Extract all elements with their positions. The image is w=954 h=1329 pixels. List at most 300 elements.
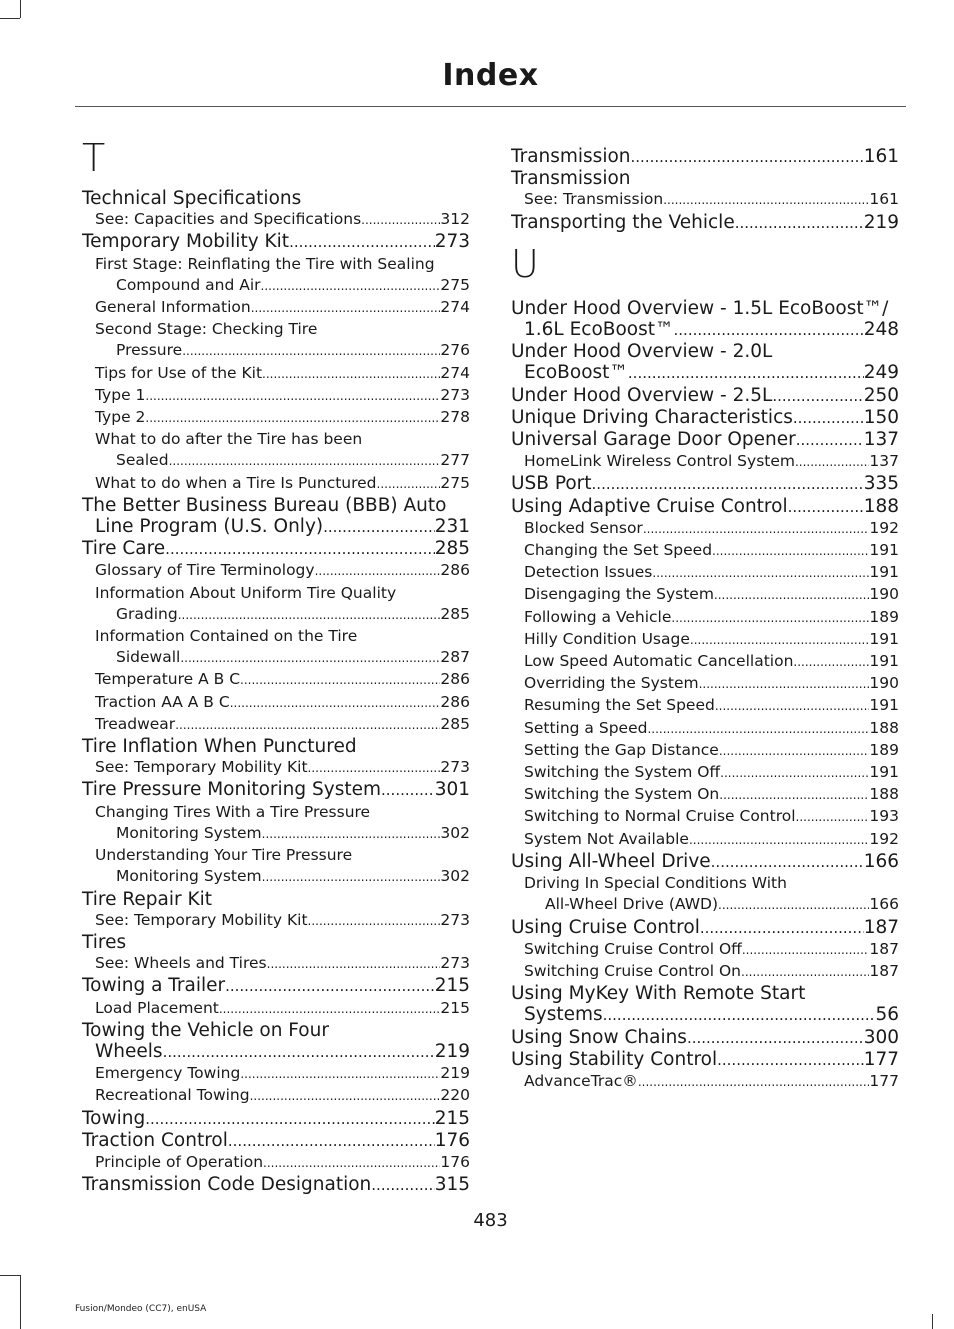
index-entry xyxy=(511,429,899,451)
entry-page-number: 187 xyxy=(863,916,899,938)
entry-text: First Stage: Reinflating the Tire with Sealing xyxy=(95,254,435,273)
entry-page-number: 300 xyxy=(863,1026,899,1048)
entry-page-number: 285 xyxy=(440,714,470,733)
entry-text: Type 2 xyxy=(95,408,146,427)
index-subentry xyxy=(511,873,899,894)
index-entry xyxy=(82,1130,470,1152)
entry-page-number: 161 xyxy=(863,146,899,167)
entry-text: Pressure xyxy=(116,341,183,360)
entry-text: Using Cruise Control xyxy=(511,916,700,938)
entry-text: Temporary Mobility Kit xyxy=(82,231,290,253)
entry-text: Tires xyxy=(82,931,127,953)
entry-text: EcoBoost™ xyxy=(524,362,628,384)
crop-mark xyxy=(0,1275,20,1276)
entry-page-number: 286 xyxy=(440,692,470,711)
dot-leader xyxy=(165,538,435,560)
entry-text: Treadwear xyxy=(95,714,176,733)
dot-leader xyxy=(652,562,869,584)
index-column-right xyxy=(511,146,899,1093)
dot-leader xyxy=(145,385,440,407)
index-entry xyxy=(511,341,899,362)
entry-text: Driving In Special Conditions With xyxy=(524,874,787,893)
dot-leader xyxy=(796,806,870,828)
dot-leader xyxy=(267,953,441,975)
entry-page-number: 191 xyxy=(869,563,899,582)
entry-page-number: 249 xyxy=(863,362,899,384)
index-subentry xyxy=(511,629,899,651)
dot-leader xyxy=(772,385,863,407)
dot-leader xyxy=(663,189,869,211)
index-subentry xyxy=(82,340,470,362)
dot-leader xyxy=(323,516,435,538)
entry-text: Using Stability Control xyxy=(511,1048,718,1070)
dot-leader xyxy=(262,866,441,888)
entry-page-number: 287 xyxy=(440,648,470,667)
entry-page-number: 273 xyxy=(434,231,470,253)
dot-leader xyxy=(145,407,440,429)
entry-text: Using MyKey With Remote Start xyxy=(511,983,806,1005)
entry-text: System Not Available xyxy=(524,829,689,848)
entry-page-number: 286 xyxy=(440,670,470,689)
index-entry xyxy=(511,983,899,1004)
dot-leader xyxy=(145,1108,434,1130)
section-letter: T xyxy=(82,136,106,180)
crop-mark xyxy=(0,18,20,19)
dot-leader xyxy=(711,851,864,873)
entry-text: Understanding Your Tire Pressure xyxy=(95,846,353,865)
entry-page-number: 274 xyxy=(440,363,470,382)
index-entry xyxy=(511,212,899,234)
index-entry xyxy=(82,538,470,560)
dot-leader xyxy=(230,692,441,714)
index-entry xyxy=(82,975,470,997)
entry-page-number: 191 xyxy=(869,629,899,648)
index-entry xyxy=(82,516,470,538)
entry-page-number: 286 xyxy=(440,561,470,580)
entry-page-number: 150 xyxy=(863,406,899,428)
index-subentry xyxy=(511,518,899,540)
index-subentry xyxy=(82,823,470,845)
index-entry xyxy=(511,168,899,189)
index-subentry xyxy=(82,669,470,691)
entry-text: Compound and Air xyxy=(116,275,261,294)
dot-leader xyxy=(169,450,441,472)
entry-page-number: 231 xyxy=(434,516,470,538)
entry-page-number: 273 xyxy=(440,385,470,404)
entry-text: Resuming the Set Speed xyxy=(524,696,715,715)
dot-leader xyxy=(225,975,435,997)
entry-text: Tire Inflation When Punctured xyxy=(82,736,357,758)
index-subentry xyxy=(511,1071,899,1093)
entry-text: See: Temporary Mobility Kit xyxy=(95,758,308,777)
entry-text: General Information xyxy=(95,298,251,317)
index-entry xyxy=(511,1027,899,1049)
index-subentry xyxy=(82,1085,470,1107)
dot-leader xyxy=(219,998,441,1020)
crop-mark xyxy=(20,1275,21,1329)
entry-text: USB Port xyxy=(511,473,592,495)
entry-page-number: 275 xyxy=(440,275,470,294)
index-subentry xyxy=(82,953,470,975)
entry-page-number: 285 xyxy=(434,538,470,560)
index-entry xyxy=(511,146,899,168)
index-entry xyxy=(511,362,899,384)
entry-page-number: 191 xyxy=(869,652,899,671)
dot-leader xyxy=(381,779,435,801)
entry-page-number: 177 xyxy=(863,1048,899,1070)
entry-page-number: 187 xyxy=(869,939,899,958)
dot-leader xyxy=(263,1152,440,1174)
entry-text: See: Transmission xyxy=(524,190,664,209)
entry-text: Setting the Gap Distance xyxy=(524,740,719,759)
entry-text: Unique Driving Characteristics xyxy=(511,406,793,428)
index-subentry xyxy=(82,692,470,714)
index-subentry xyxy=(511,562,899,584)
entry-page-number: 219 xyxy=(434,1040,470,1062)
entry-text: Emergency Towing xyxy=(95,1064,241,1083)
index-entry xyxy=(82,1108,470,1130)
dot-leader xyxy=(638,1071,870,1093)
entry-text: Information About Uniform Tire Quality xyxy=(95,583,397,602)
entry-text: Switching Cruise Control On xyxy=(524,961,741,980)
entry-page-number: 161 xyxy=(869,190,899,209)
entry-text: Sidewall xyxy=(116,648,181,667)
entry-text: Towing the Vehicle on Four xyxy=(82,1019,329,1041)
dot-leader xyxy=(262,363,440,385)
entry-page-number: 219 xyxy=(863,211,899,233)
entry-page-number: 193 xyxy=(869,807,899,826)
index-entry xyxy=(511,496,899,518)
entry-page-number: 137 xyxy=(869,452,899,471)
entry-text: Tire Repair Kit xyxy=(82,888,212,910)
entry-text: Switching Cruise Control Off xyxy=(524,939,742,958)
entry-text: AdvanceTrac® xyxy=(524,1071,638,1090)
entry-page-number: 176 xyxy=(434,1129,470,1151)
page-title: Index xyxy=(442,58,539,93)
dot-leader xyxy=(741,961,869,983)
index-subentry xyxy=(511,762,899,784)
index-subentry xyxy=(82,604,470,626)
entry-page-number: 335 xyxy=(863,473,899,495)
index-subentry xyxy=(511,894,899,916)
index-subentry xyxy=(82,319,470,340)
dot-leader xyxy=(793,407,864,429)
index-subentry xyxy=(82,560,470,582)
index-entry xyxy=(511,319,899,341)
dot-leader xyxy=(592,473,864,495)
index-subentry xyxy=(82,647,470,669)
index-subentry xyxy=(82,866,470,888)
index-subentry xyxy=(511,651,899,673)
entry-text: Transmission Code Designation xyxy=(82,1174,372,1196)
entry-page-number: 312 xyxy=(440,210,470,229)
index-entry xyxy=(82,188,470,209)
entry-text: Type 1 xyxy=(95,385,146,404)
entry-text: Systems xyxy=(524,1004,603,1026)
dot-leader xyxy=(700,917,864,939)
dot-leader xyxy=(315,560,441,582)
dot-leader xyxy=(262,823,441,845)
entry-page-number: 277 xyxy=(440,451,470,470)
dot-leader xyxy=(647,718,869,740)
section-letter: U xyxy=(511,241,539,286)
entry-text: Under Hood Overview - 1.5L EcoBoost™/ xyxy=(511,297,889,319)
entry-text: Universal Garage Door Opener xyxy=(511,429,796,451)
dot-leader xyxy=(715,695,870,717)
entry-text: See: Capacities and Specifications xyxy=(95,210,362,229)
dot-leader xyxy=(795,451,869,473)
entry-page-number: 215 xyxy=(440,998,470,1017)
dot-leader xyxy=(228,1130,435,1152)
entry-text: Switching the System On xyxy=(524,785,720,804)
index-subentry xyxy=(82,1152,470,1174)
index-subentry xyxy=(511,740,899,762)
entry-page-number: 191 xyxy=(869,696,899,715)
dot-leader xyxy=(689,829,869,851)
index-column-left xyxy=(82,128,470,1196)
dot-leader xyxy=(628,362,864,384)
index-subentry xyxy=(82,714,470,736)
index-subentry xyxy=(82,910,470,932)
index-entry-list xyxy=(511,298,899,1093)
entry-text: Detection Issues xyxy=(524,563,653,582)
index-subentry xyxy=(82,275,470,297)
dot-leader xyxy=(308,757,441,779)
entry-text: Recreational Towing xyxy=(95,1086,250,1105)
footer-doc-id: Fusion/Mondeo (CC7), enUSA xyxy=(75,1304,207,1314)
entry-page-number: 220 xyxy=(440,1086,470,1105)
dot-leader xyxy=(631,146,864,168)
entry-text: All-Wheel Drive (AWD) xyxy=(545,895,718,914)
entry-text: Under Hood Overview - 2.5L xyxy=(511,384,773,406)
index-entry xyxy=(82,889,470,910)
entry-text: Tips for Use of the Kit xyxy=(95,363,263,382)
entry-page-number: 275 xyxy=(440,473,470,492)
index-entry xyxy=(511,473,899,495)
entry-text: Information Contained on the Tire xyxy=(95,627,358,646)
entry-text: Following a Vehicle xyxy=(524,607,672,626)
entry-page-number: 188 xyxy=(869,718,899,737)
index-subentry xyxy=(82,254,470,275)
entry-text: Setting a Speed xyxy=(524,718,648,737)
entry-page-number: 189 xyxy=(869,607,899,626)
entry-page-number: 274 xyxy=(440,298,470,317)
dot-leader xyxy=(261,275,441,297)
entry-text: Transmission xyxy=(511,168,631,190)
index-subentry xyxy=(82,626,470,647)
entry-text: Using Adaptive Cruise Control xyxy=(511,495,788,517)
entry-text: Traction AA A B C xyxy=(95,692,230,711)
entry-page-number: 192 xyxy=(869,829,899,848)
entry-page-number: 56 xyxy=(875,1004,899,1026)
index-subentry xyxy=(82,297,470,319)
dot-leader xyxy=(361,209,440,231)
entry-text: Transporting the Vehicle xyxy=(511,211,735,233)
index-entry xyxy=(82,1041,470,1063)
entry-page-number: 190 xyxy=(869,585,899,604)
entry-page-number: 278 xyxy=(440,408,470,427)
index-subentry xyxy=(511,540,899,562)
entry-text: Changing Tires With a Tire Pressure xyxy=(95,802,371,821)
entry-page-number: 315 xyxy=(434,1174,470,1196)
dot-leader xyxy=(163,1041,435,1063)
dot-leader xyxy=(671,607,869,629)
index-subentry xyxy=(511,451,899,473)
entry-text: Line Program (U.S. Only) xyxy=(95,516,324,538)
entry-text: Wheels xyxy=(95,1040,163,1062)
entry-page-number: 215 xyxy=(434,975,470,997)
entry-page-number: 273 xyxy=(440,758,470,777)
dot-leader xyxy=(251,297,441,319)
entry-text: What to do after the Tire has been xyxy=(95,430,363,449)
index-subentry xyxy=(82,450,470,472)
dot-leader xyxy=(289,231,435,253)
entry-text: Switching to Normal Cruise Control xyxy=(524,807,796,826)
dot-leader xyxy=(793,651,869,673)
dot-leader xyxy=(308,910,441,932)
dot-leader xyxy=(674,319,864,341)
entry-text: The Better Business Bureau (BBB) Auto xyxy=(82,494,447,516)
entry-text: See: Temporary Mobility Kit xyxy=(95,910,308,929)
dot-leader xyxy=(180,647,440,669)
index-entry-list xyxy=(511,146,899,234)
index-subentry xyxy=(82,363,470,385)
entry-page-number: 302 xyxy=(440,823,470,842)
entry-text: Traction Control xyxy=(82,1129,228,1151)
entry-text: Transmission xyxy=(511,146,631,167)
entry-page-number: 276 xyxy=(440,341,470,360)
index-entry xyxy=(82,1020,470,1041)
index-subentry xyxy=(82,998,470,1020)
dot-leader xyxy=(687,1027,864,1049)
dot-leader xyxy=(742,939,870,961)
page-number: 483 xyxy=(473,1210,508,1231)
index-entry xyxy=(82,495,470,516)
dot-leader xyxy=(718,894,869,916)
dot-leader xyxy=(240,1063,440,1085)
dot-leader xyxy=(719,740,870,762)
entry-text: Principle of Operation xyxy=(95,1152,264,1171)
entry-text: Disengaging the System xyxy=(524,585,714,604)
crop-mark xyxy=(932,1314,933,1329)
index-subentry xyxy=(511,961,899,983)
index-entry xyxy=(82,779,470,801)
entry-page-number: 219 xyxy=(440,1064,470,1083)
entry-page-number: 188 xyxy=(863,495,899,517)
entry-page-number: 302 xyxy=(440,867,470,886)
entry-text: Load Placement xyxy=(95,998,219,1017)
dot-leader xyxy=(178,604,441,626)
index-entry xyxy=(82,932,470,953)
index-entry xyxy=(82,736,470,757)
index-entry xyxy=(511,1049,899,1071)
dot-leader xyxy=(719,784,869,806)
entry-text: Towing xyxy=(82,1107,146,1129)
crop-mark xyxy=(20,0,21,18)
index-entry xyxy=(82,1174,470,1196)
entry-page-number: 191 xyxy=(869,763,899,782)
entry-page-number: 285 xyxy=(440,604,470,623)
index-entry xyxy=(511,851,899,873)
entry-page-number: 192 xyxy=(869,518,899,537)
entry-page-number: 273 xyxy=(440,910,470,929)
index-subentry xyxy=(511,584,899,606)
entry-text: Switching the System Off xyxy=(524,763,721,782)
entry-text: Towing a Trailer xyxy=(82,975,226,997)
entry-text: Glossary of Tire Terminology xyxy=(95,561,315,580)
dot-leader xyxy=(603,1004,876,1026)
entry-page-number: 176 xyxy=(440,1152,470,1171)
dot-leader xyxy=(643,518,870,540)
entry-page-number: 250 xyxy=(863,384,899,406)
header-rule xyxy=(75,106,906,107)
index-subentry xyxy=(511,189,899,211)
index-entry xyxy=(511,917,899,939)
index-subentry xyxy=(511,695,899,717)
dot-leader xyxy=(182,340,440,362)
entry-page-number: 273 xyxy=(440,954,470,973)
index-subentry xyxy=(82,583,470,604)
entry-page-number: 190 xyxy=(869,674,899,693)
entry-text: Changing the Set Speed xyxy=(524,541,713,560)
index-subentry xyxy=(82,473,470,495)
index-subentry xyxy=(511,806,899,828)
index-subentry xyxy=(511,607,899,629)
entry-text: What to do when a Tire Is Punctured xyxy=(95,473,377,492)
index-subentry xyxy=(82,757,470,779)
dot-leader xyxy=(250,1085,441,1107)
entry-text: Hilly Condition Usage xyxy=(524,629,690,648)
dot-leader xyxy=(717,1049,864,1071)
dot-leader xyxy=(720,762,869,784)
dot-leader xyxy=(377,473,441,495)
dot-leader xyxy=(735,212,864,234)
entry-text: Tire Pressure Monitoring System xyxy=(82,779,382,801)
index-subentry xyxy=(82,1063,470,1085)
index-subentry xyxy=(511,829,899,851)
entry-page-number: 301 xyxy=(434,779,470,801)
entry-page-number: 188 xyxy=(869,785,899,804)
dot-leader xyxy=(371,1174,434,1196)
entry-text: Second Stage: Checking Tire xyxy=(95,320,318,339)
dot-leader xyxy=(714,584,869,606)
dot-leader xyxy=(796,429,864,451)
entry-page-number: 187 xyxy=(869,961,899,980)
index-entry xyxy=(511,385,899,407)
entry-page-number: 215 xyxy=(434,1107,470,1129)
entry-text: Sealed xyxy=(116,451,169,470)
entry-page-number: 166 xyxy=(863,850,899,872)
entry-text: Under Hood Overview - 2.0L xyxy=(511,341,773,363)
index-entry xyxy=(511,407,899,429)
entry-text: Using All-Wheel Drive xyxy=(511,850,711,872)
entry-text: Temperature A B C xyxy=(95,670,241,689)
entry-text: Monitoring System xyxy=(116,823,262,842)
dot-leader xyxy=(788,496,864,518)
entry-page-number: 248 xyxy=(863,319,899,341)
index-subentry xyxy=(82,845,470,866)
dot-leader xyxy=(699,673,870,695)
entry-page-number: 191 xyxy=(869,541,899,560)
entry-text: Grading xyxy=(116,604,178,623)
index-subentry xyxy=(82,385,470,407)
entry-text: Overriding the System xyxy=(524,674,699,693)
index-subentry xyxy=(82,429,470,450)
entry-text: 1.6L EcoBoost™ xyxy=(524,319,674,341)
entry-text: Blocked Sensor xyxy=(524,518,643,537)
index-subentry xyxy=(82,209,470,231)
dot-leader xyxy=(175,714,440,736)
